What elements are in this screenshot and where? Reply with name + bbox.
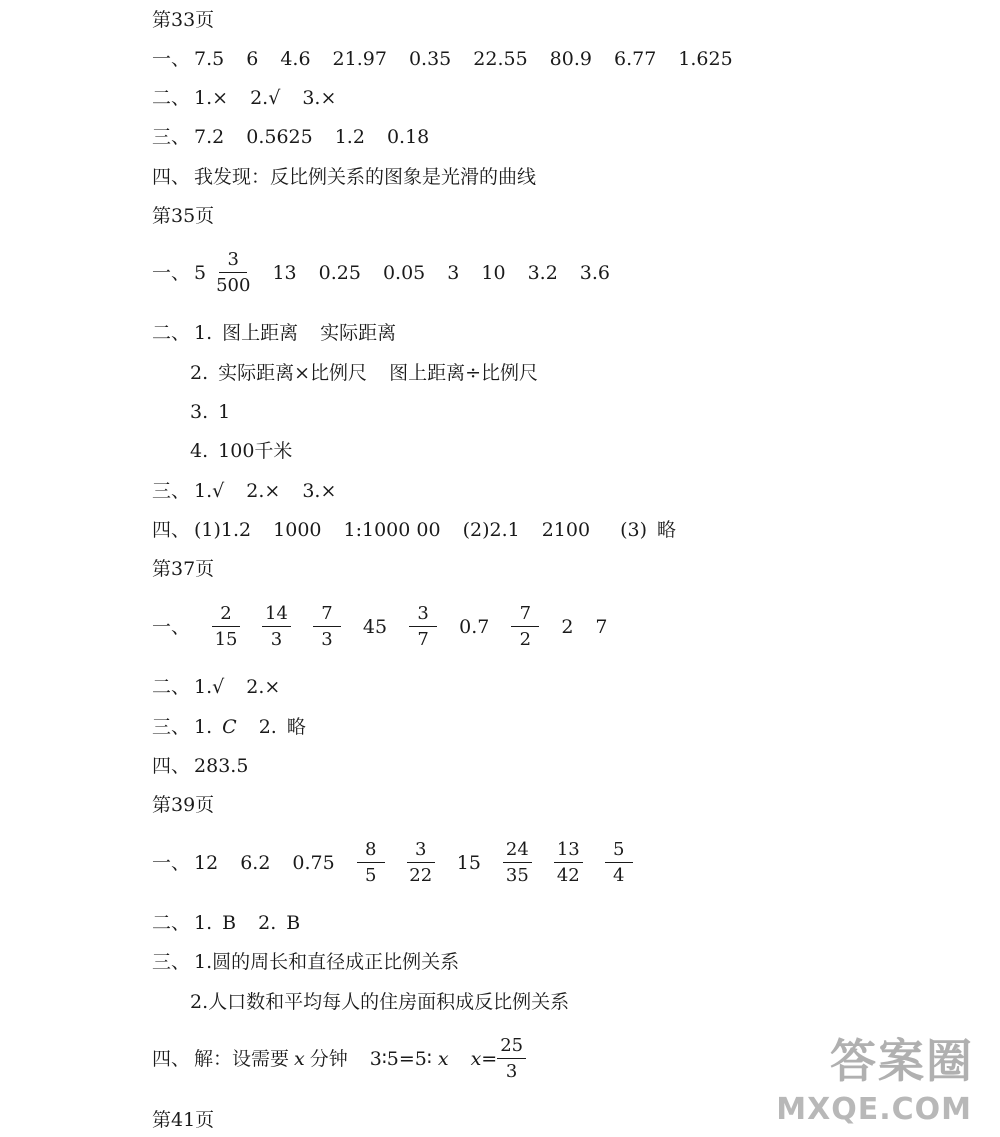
answer: 3.× <box>302 480 337 502</box>
q-label: 二、 <box>152 676 191 698</box>
answer: 1000 <box>273 519 322 541</box>
fraction <box>605 840 633 886</box>
fraction <box>407 840 435 886</box>
q-label: 四、 <box>152 755 191 777</box>
answer: 22.55 <box>473 48 528 70</box>
p35-q3 <box>152 479 358 503</box>
answer: 3.× <box>302 87 337 109</box>
numerator: 3 <box>219 250 247 273</box>
fraction <box>313 604 341 650</box>
answer: 实际距离×比例尺 <box>218 362 368 384</box>
q-label: 二、 <box>152 322 191 344</box>
p39-q3-2 <box>190 990 569 1014</box>
answer: 45 <box>362 616 388 638</box>
p35-q2-4 <box>190 439 314 463</box>
numerator: 25 <box>497 1036 526 1059</box>
numerator: 24 <box>503 840 532 863</box>
answer: 略 <box>286 716 306 738</box>
fraction <box>497 1036 526 1082</box>
q-label: 三、 <box>152 480 191 502</box>
answer: 2.× <box>246 676 281 698</box>
numerator: 13 <box>554 840 583 863</box>
q-label: 一、 <box>152 262 191 284</box>
answer: 1.√ <box>194 480 225 502</box>
answer: 4.6 <box>280 48 311 70</box>
answer: 3.6 <box>579 262 610 284</box>
answer: 1.圆的周长和直径成正比例关系 <box>194 951 460 973</box>
answer: 7 <box>595 616 608 638</box>
numerator: 7 <box>511 604 539 627</box>
denominator: 4 <box>613 865 625 886</box>
answer: 6.77 <box>613 48 657 70</box>
equation: 3∶5=5∶ <box>369 1048 432 1070</box>
item-number: 1. <box>194 912 213 934</box>
answer: 0.7 <box>459 616 490 638</box>
answer: 6 <box>246 48 259 70</box>
item-number: 1. <box>194 716 213 738</box>
item-number: 1. <box>194 322 213 344</box>
answer: 3.2 <box>527 262 558 284</box>
watermark-logo: 答案圈 <box>830 1034 974 1088</box>
numerator: 7 <box>313 604 341 627</box>
p35-q2-1 <box>152 321 418 345</box>
item-number: 3. <box>190 401 209 423</box>
p37-q1 <box>152 604 630 650</box>
answer: 15 <box>456 852 481 874</box>
p39-q2 <box>152 911 322 935</box>
q-label: 三、 <box>152 951 191 973</box>
denominator: 500 <box>216 275 251 296</box>
fraction <box>409 604 437 650</box>
answer: 0.18 <box>386 126 430 148</box>
denominator: 7 <box>417 629 429 650</box>
p35-q2-3 <box>190 400 252 424</box>
equation: x= <box>470 1048 498 1070</box>
answer: 略 <box>657 519 677 541</box>
answer: 13 <box>272 262 297 284</box>
answer: 3 <box>447 262 460 284</box>
answer: 2 <box>561 616 574 638</box>
answer: (2)2.1 <box>462 519 520 541</box>
q-label: 二、 <box>152 87 191 109</box>
watermark-url: MXQE.COM <box>776 1092 972 1127</box>
numerator: 2 <box>212 604 240 627</box>
answer: 12 <box>194 852 219 874</box>
denominator: 2 <box>519 629 532 650</box>
answer: 7.2 <box>194 126 225 148</box>
q-label: 四、 <box>152 166 191 188</box>
q-label: 四、 <box>152 519 191 541</box>
answer: 2.× <box>246 480 281 502</box>
fraction <box>503 840 532 886</box>
answer: 0.5625 <box>246 126 313 148</box>
fraction <box>212 604 240 650</box>
answer: 0.25 <box>318 262 361 284</box>
answer: 1.× <box>194 87 229 109</box>
page-title: 第41页 <box>152 1109 215 1131</box>
p33-q4 <box>152 165 536 189</box>
variable: x <box>437 1048 449 1070</box>
fraction <box>262 604 291 650</box>
denominator: 42 <box>556 865 580 886</box>
answer: 21.97 <box>332 48 387 70</box>
answer: (1)1.2 <box>194 519 252 541</box>
answer: 实际距离 <box>320 322 397 344</box>
page-title: 第33页 <box>152 9 215 31</box>
answer: 1.√ <box>194 676 225 698</box>
answer: C <box>222 716 237 738</box>
numerator: 3 <box>407 840 435 863</box>
answer: 80.9 <box>549 48 592 70</box>
q-label: 三、 <box>152 716 191 738</box>
answer: 2100 <box>541 519 591 541</box>
numerator: 3 <box>409 604 437 627</box>
p33-q1 <box>152 47 755 71</box>
page-39-title <box>152 793 214 817</box>
page-37-title <box>152 557 214 581</box>
p39-q1 <box>152 840 655 886</box>
answer: 10 <box>481 262 506 284</box>
fraction <box>357 840 385 886</box>
answer: 283.5 <box>194 755 249 777</box>
answer: B <box>286 912 301 934</box>
denominator: 3 <box>505 1061 518 1082</box>
q-label: 一、 <box>152 852 191 874</box>
p39-q4 <box>152 1036 548 1082</box>
item-number: 2. <box>190 362 209 384</box>
fraction <box>554 840 583 886</box>
q-label: 一、 <box>152 48 191 70</box>
answer: 解：设需要 <box>194 1048 290 1070</box>
page-35-title <box>152 204 214 228</box>
p39-q3-1 <box>152 950 459 974</box>
item-number: 2. <box>258 912 277 934</box>
q-label: 三、 <box>152 126 191 148</box>
q-label: 二、 <box>152 912 191 934</box>
answer: 2.人口数和平均每人的住房面积成反比例关系 <box>190 991 570 1013</box>
answer: 5 <box>194 262 207 284</box>
answer: 0.05 <box>382 262 426 284</box>
fraction <box>511 604 539 650</box>
answer: (3) <box>620 519 647 541</box>
page-33-title <box>152 8 214 32</box>
answer: 2.√ <box>250 87 281 109</box>
answer: 0.75 <box>292 852 335 874</box>
answer: 我发现：反比例关系的图象是光滑的曲线 <box>194 166 537 188</box>
page-41-title <box>152 1108 214 1132</box>
denominator: 3 <box>321 629 333 650</box>
answer: 图上距离÷比例尺 <box>389 362 538 384</box>
p37-q3 <box>152 715 328 739</box>
p33-q2 <box>152 86 358 110</box>
denominator: 22 <box>409 865 433 886</box>
answer: 1:1000 00 <box>343 519 441 541</box>
denominator: 5 <box>365 865 377 886</box>
page-title: 第39页 <box>152 794 215 816</box>
answer: 分钟 <box>309 1048 348 1070</box>
answer: 6.2 <box>240 852 271 874</box>
answer: B <box>222 912 237 934</box>
p37-q2 <box>152 675 302 699</box>
p35-q2-2 <box>190 361 560 385</box>
p37-q4 <box>152 754 248 778</box>
denominator: 35 <box>505 865 529 886</box>
answer: 1 <box>218 401 231 423</box>
q-label: 一、 <box>152 616 191 638</box>
p35-q1 <box>152 250 632 296</box>
q-label: 四、 <box>152 1048 191 1070</box>
answer: 1.2 <box>334 126 365 148</box>
page-title: 第35页 <box>152 205 215 227</box>
p35-q4 <box>152 518 698 542</box>
answer: 0.35 <box>408 48 452 70</box>
item-number: 4. <box>190 440 209 462</box>
page-title: 第37页 <box>152 558 215 580</box>
numerator: 8 <box>357 840 385 863</box>
item-number: 2. <box>258 716 277 738</box>
answer: 图上距离 <box>222 322 299 344</box>
answer: 1.625 <box>678 48 733 70</box>
denominator: 15 <box>214 629 238 650</box>
answer: 7.5 <box>194 48 225 70</box>
numerator: 5 <box>605 840 633 863</box>
p33-q3 <box>152 125 451 149</box>
answer: 100千米 <box>218 440 293 462</box>
denominator: 3 <box>270 629 283 650</box>
fraction <box>216 250 250 296</box>
variable: x <box>294 1048 305 1070</box>
numerator: 14 <box>262 604 291 627</box>
